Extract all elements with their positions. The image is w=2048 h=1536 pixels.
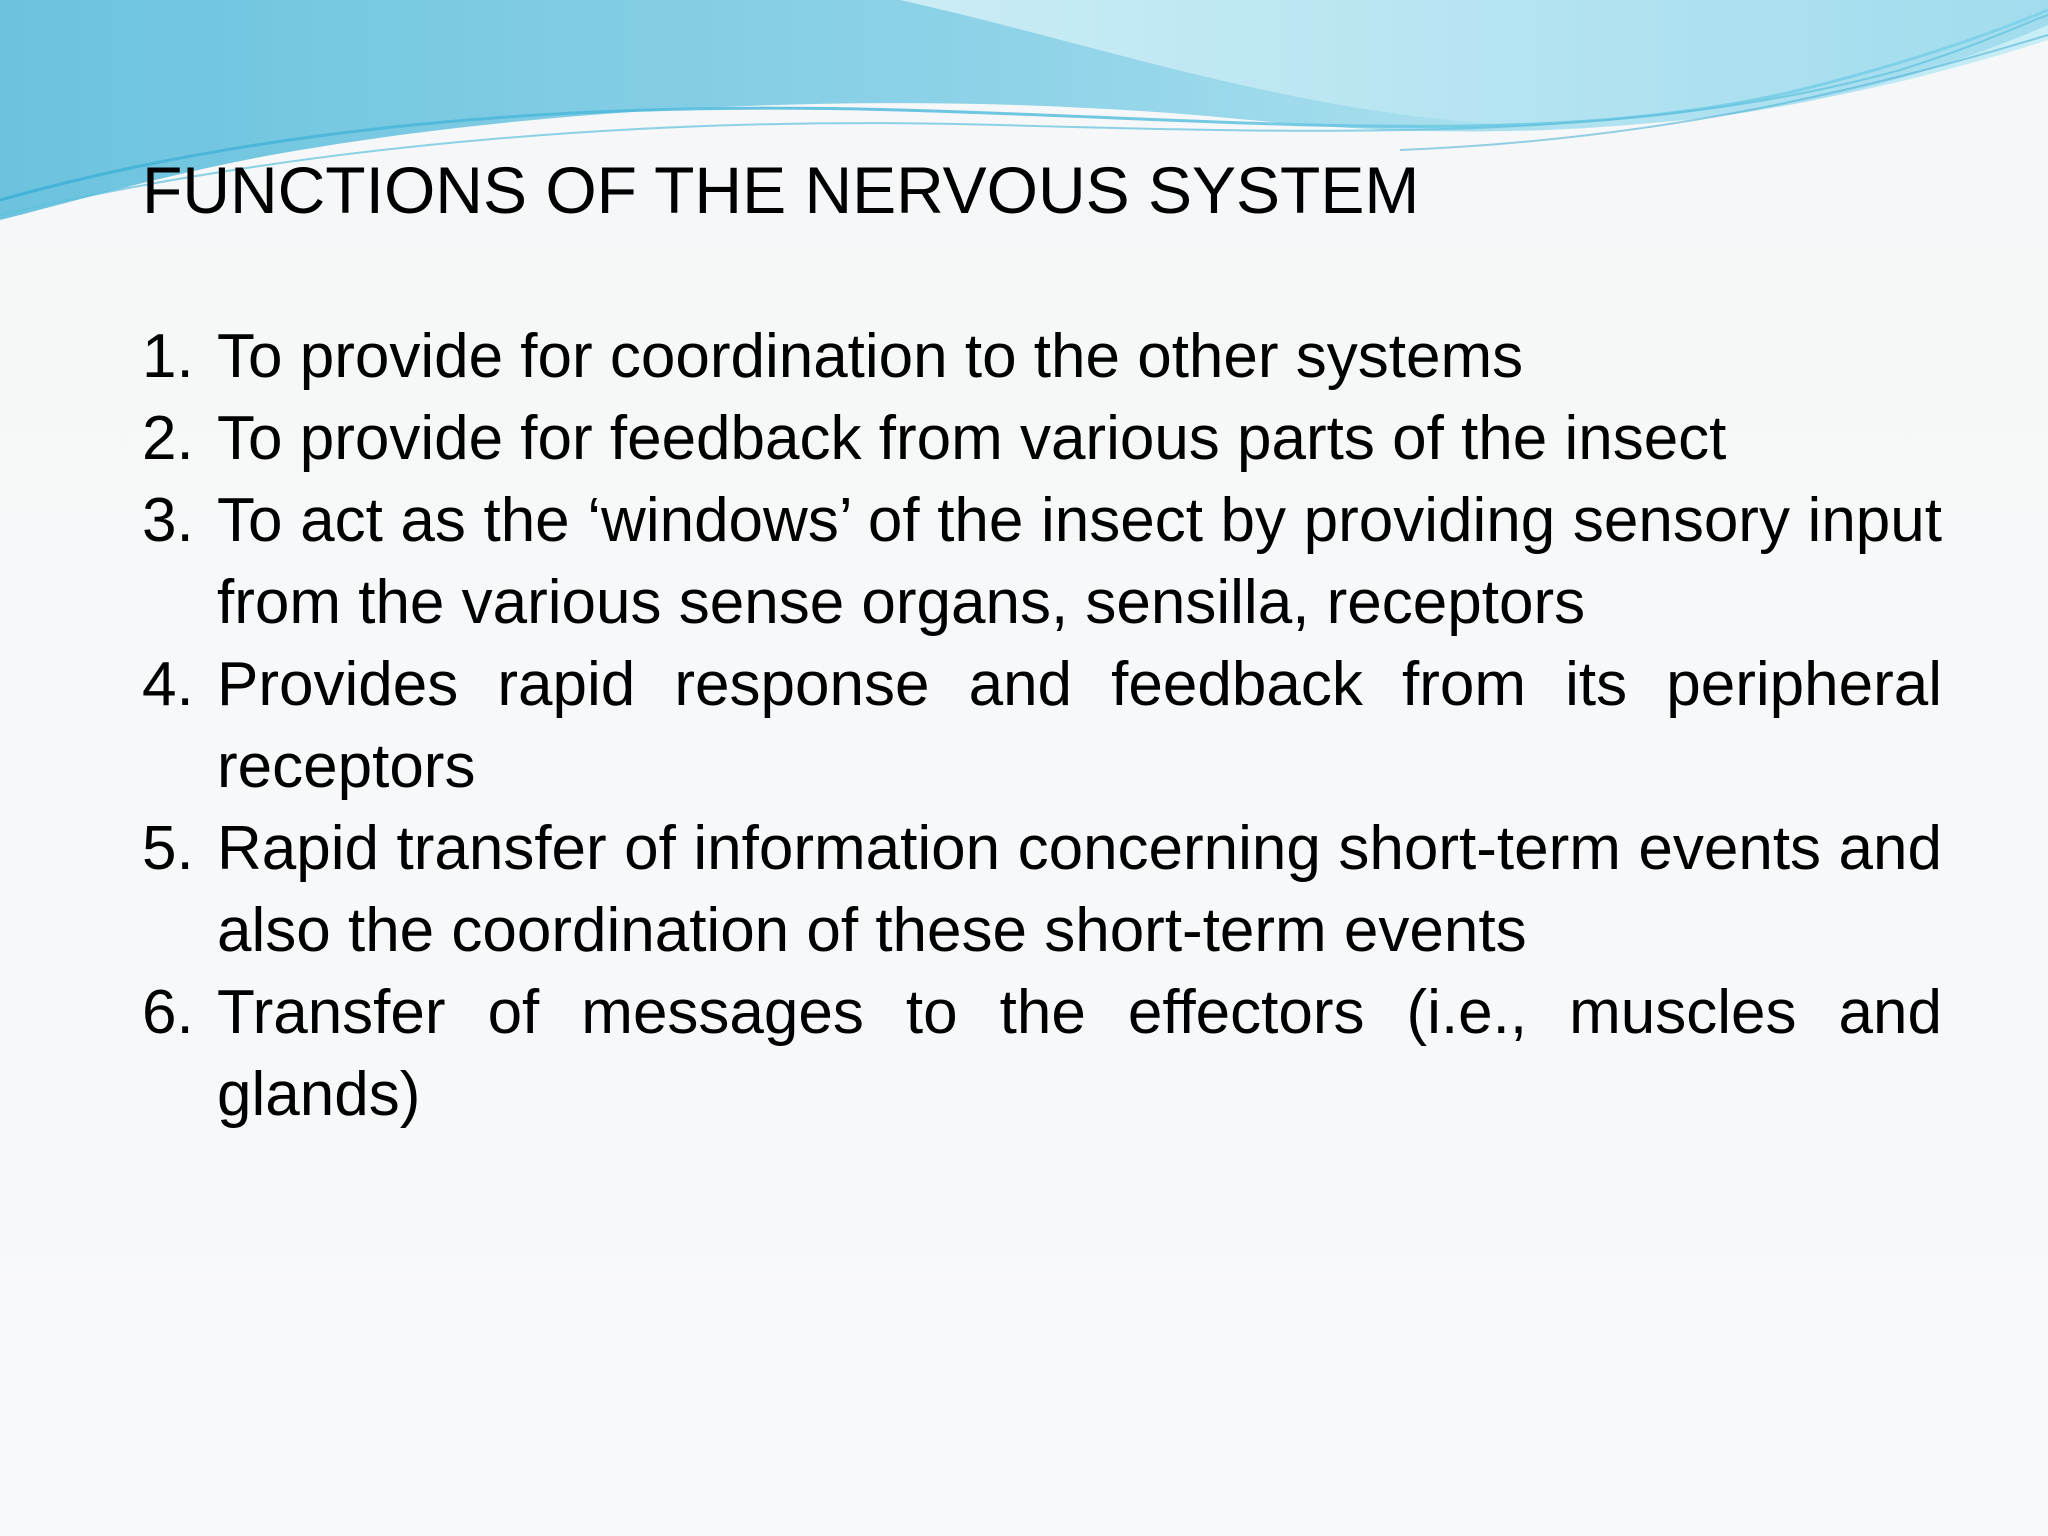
list-item [142, 480, 1942, 644]
item-number: 5. [142, 814, 194, 883]
list-item [142, 316, 1942, 398]
list-item [142, 644, 1942, 808]
item-text: Rapid transfer of information concerning short-term events and also the coordination of these short-term events [217, 814, 1942, 965]
item-number: 6. [142, 978, 194, 1047]
list-item [142, 398, 1942, 480]
item-number: 4. [142, 650, 194, 719]
item-text: To act as the ‘windows’ of the insect by providing sensory input from the various sense organs, sensilla, receptors [217, 486, 1942, 637]
slide-title: FUNCTIONS OF THE NERVOUS SYSTEM [142, 153, 1420, 227]
item-text: To provide for coordination to the other systems [217, 322, 1524, 391]
item-text: To provide for feedback from various parts of the insect [217, 404, 1727, 473]
list-item [142, 808, 1942, 972]
item-number: 2. [142, 404, 194, 473]
list-item [142, 972, 1942, 1136]
item-text: Provides rapid response and feedback from its peripheral receptors [217, 650, 1942, 801]
item-number: 1. [142, 322, 194, 391]
functions-list [142, 316, 1942, 1136]
item-text: Transfer of messages to the effectors (i.e., muscles and glands) [217, 978, 1942, 1129]
item-number: 3. [142, 486, 194, 555]
